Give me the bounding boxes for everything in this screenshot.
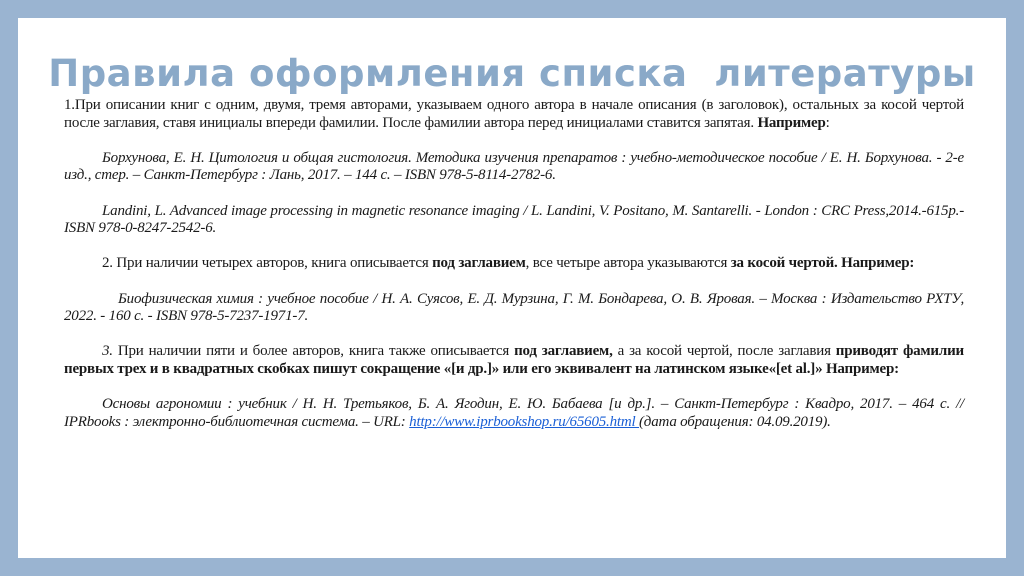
iprbookshop-link[interactable]: http://www.iprbookshop.ru/65605.html bbox=[409, 413, 640, 430]
rule-2-text-1: 2. При наличии четырех авторов, книга описывается bbox=[102, 255, 433, 272]
rule-3-text-2: а за косой чертой, после заглавия bbox=[612, 343, 836, 360]
example-4-tail: (дата обращения: 04.09.2019). bbox=[639, 413, 831, 430]
slide-title: Правила оформления списка литературы bbox=[48, 52, 976, 95]
example-2: Landini, L. Advanced image processing in magnetic resonance imaging / L. Landini, V. Positano, M. Santarelli. - London : CRC Press,2014.-615p.-ISBN 978-0-8247-2542-6. bbox=[64, 202, 964, 237]
rule-3-bold-1: под заглавием, bbox=[514, 343, 613, 360]
rule-3 bbox=[64, 343, 964, 378]
rule-3-bold-2: приводят фамилии первых трех и в квадратных скобках пишут сокращение «[и др.]» или его эквивалент на латинском языке«[et al.]» Например: bbox=[64, 343, 964, 377]
rule-1-example-label: Например bbox=[757, 114, 826, 131]
rule-3-number: 3. bbox=[102, 343, 113, 360]
rule-1-text: 1.При описании книг с одним, двумя, тремя авторами, указываем одного автора в начале описания (в заголовок), остальных за косой чертой после заглавия, ставя инициалы впереди фамилии. После фамилии автора перед инициалами ставится запятая. bbox=[64, 97, 964, 131]
example-4 bbox=[64, 396, 964, 431]
example-1: Борхунова, Е. Н. Цитология и общая гистология. Методика изучения препаратов : учебно-методическое пособие / Е. Н. Борхунова. - 2-е изд., стер. – Санкт-Петербург : Лань, 2017. – 144 с. – ISBN 978-5-8114-2782-6. bbox=[64, 149, 964, 184]
rule-3-text-1: При наличии пяти и более авторов, книга также описывается bbox=[112, 343, 515, 360]
rule-2 bbox=[64, 255, 964, 273]
rule-1-colon: : bbox=[825, 114, 830, 131]
example-3: Биофизическая химия : учебное пособие / Н. А. Суясов, Е. Д. Мурзина, Г. М. Бондарева, О. В. Яровая. – Москва : Издательство РХТУ, 2022. - 160 с. - ISBN 978-5-7237-1971-7. bbox=[64, 290, 964, 325]
slide bbox=[18, 18, 1006, 558]
rule-2-text-2: , все четыре автора указываются bbox=[525, 255, 731, 272]
rule-2-bold-1: под заглавием bbox=[432, 255, 526, 272]
example-4-text: Основы агрономии : учебник / Н. Н. Третьяков, Б. А. Ягодин, Е. Ю. Бабаева [и др.]. – Санкт-Петербург : Квадро, 2017. – 464 с. // IPRbooks : электронно-библиотечная система. – URL: bbox=[64, 396, 964, 430]
rule-1 bbox=[64, 97, 964, 132]
slide-content bbox=[64, 97, 964, 431]
rule-2-bold-2: за косой чертой. Например: bbox=[730, 255, 915, 272]
